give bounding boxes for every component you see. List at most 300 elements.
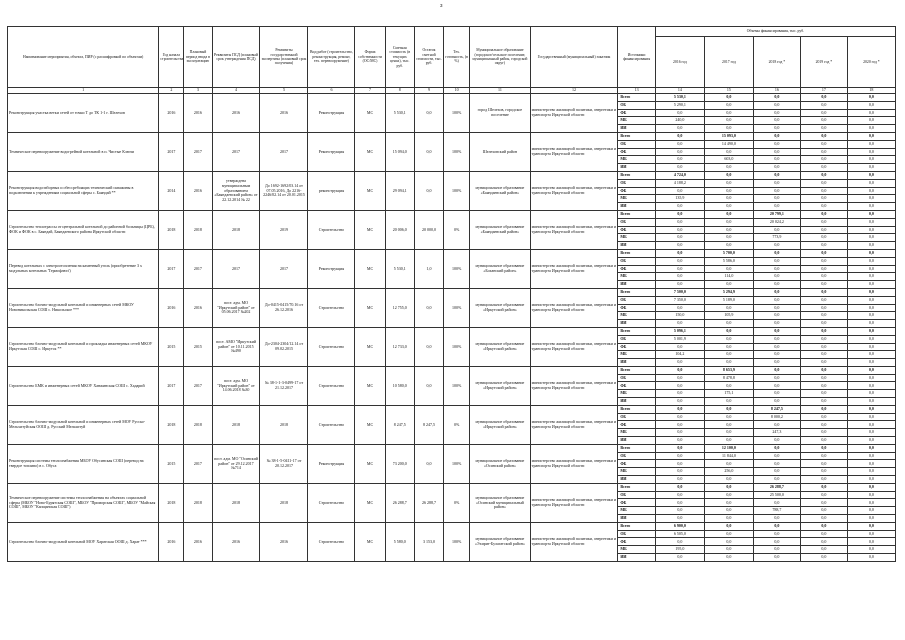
row-psd: 2016 [212,522,260,561]
funding-value: 0,0 [800,483,847,491]
funding-source-label: ИИ [618,242,656,250]
funding-value: 0,0 [753,437,800,445]
row-municipality: муниципальное образование «Баяндаевский район» [470,171,531,210]
funding-value: 0,0 [847,335,895,343]
funding-source-label: ОБ [618,140,656,148]
row-expertise: 2019 [260,210,308,249]
funding-value: 0,0 [847,179,895,187]
row-year-start: 2018 [159,483,184,522]
funding-value: 0,0 [847,117,895,125]
row-plan-period: 2015 [184,327,212,366]
row-cost: 26 288,7 [385,483,414,522]
row-name: Строительство блочно-модульной котельной и прокладка инженерных сетей МКОУ Иркутская СОШ с. Иркутск ** [8,327,159,366]
funding-value: 5 096,1 [655,327,704,335]
funding-value: 0,0 [753,226,800,234]
row-expertise: 2016 [260,522,308,561]
funding-value: 0,0 [800,546,847,554]
funding-value: 0,0 [847,522,895,530]
funding-value: 0,0 [847,249,895,257]
funding-value: 0,0 [753,242,800,250]
funding-value: 0,0 [753,187,800,195]
funding-value: 0,0 [753,343,800,351]
row-work-type: Реконструкция [308,444,355,483]
funding-value: 0,0 [800,507,847,515]
row-plan-period: 2016 [184,94,212,133]
funding-value: 0,0 [753,351,800,359]
funding-value: 7 350,0 [655,296,704,304]
row-name: Техническое перевооружение водогрейной котельной в п. Чистые Ключи [8,132,159,171]
funding-value: 0,0 [655,125,704,133]
funding-value: 0,0 [753,101,800,109]
funding-value: 0,0 [800,179,847,187]
funding-source-label: Всего [618,210,656,218]
funding-value: 0,0 [753,148,800,156]
funding-value: 0,0 [753,171,800,179]
funding-value: 0,0 [847,273,895,281]
row-cost: 5 580,0 [385,522,414,561]
funding-value: 0,0 [753,444,800,452]
funding-value: 0,0 [847,242,895,250]
funding-value: 0,0 [800,351,847,359]
funding-value: 0,0 [800,437,847,445]
row-name: Реконструкция системы теплоснабжения МБОУ Обусинская СОШ (перевод на твердое топливо) в с. Обуса [8,444,159,483]
funding-value: 0,0 [655,156,704,164]
column-number: 10 [444,88,470,94]
funding-value: 0,0 [704,530,753,538]
funding-source-label: ФБ [618,265,656,273]
row-readiness: 100% [444,94,470,133]
funding-value: 603,0 [704,156,753,164]
row-remaining: 20 000,0 [414,210,443,249]
funding-source-label: Всего [618,522,656,530]
funding-value: 11 844,0 [704,452,753,460]
funding-source-label: ИИ [618,437,656,445]
row-customer: министерство жилищной политики, энергетики и транспорта Иркутской области [530,483,618,522]
row-cost: 12 755,0 [385,288,414,327]
funding-value: 0,0 [655,343,704,351]
funding-value: 0,0 [704,343,753,351]
funding-value: 0,0 [753,554,800,562]
funding-value: 0,0 [847,491,895,499]
funding-source-label: ФБ [618,382,656,390]
funding-value: 0,0 [847,351,895,359]
row-municipality: муниципальное образование «Боханский район» [470,249,531,288]
funding-value: 0,0 [655,413,704,421]
funding-value: 0,0 [704,398,753,406]
row-ownership: МС [355,522,385,561]
row-name: Реконструкция участка ветки сетей от точки Т до ТК 1-1 г. Шелехов [8,94,159,133]
table-row [8,132,896,140]
funding-source-label: ОБ [618,101,656,109]
funding-value: 0,0 [753,460,800,468]
funding-value: 0,0 [847,366,895,374]
header-psd: Реквизиты ПСД (плановый срок утверждения ПСД) [212,27,260,88]
funding-value: 20 024,2 [753,218,800,226]
funding-value: 0,0 [847,507,895,515]
header-year-2018: 2018 год * [753,37,800,88]
row-readiness: 0% [444,405,470,444]
funding-value: 0,0 [847,468,895,476]
funding-value: 0,0 [753,538,800,546]
funding-value: 0,0 [753,249,800,257]
funding-value: 0,0 [655,226,704,234]
header-year-2017: 2017 год [704,37,753,88]
funding-source-label: ОБ [618,296,656,304]
funding-value: 0,0 [847,125,895,133]
funding-value: 0,0 [800,210,847,218]
funding-source-label: МБ [618,234,656,242]
funding-source-label: Всего [618,444,656,452]
funding-source-label: ОБ [618,491,656,499]
funding-value: 0,0 [753,546,800,554]
funding-value: 0,0 [800,444,847,452]
funding-value: 0,0 [704,476,753,484]
row-readiness: 100% [444,444,470,483]
funding-value: 5 189,0 [704,296,753,304]
funding-value: 0,0 [704,265,753,273]
funding-value: 0,0 [800,117,847,125]
funding-source-label: ИИ [618,281,656,289]
funding-value: 0,0 [655,148,704,156]
column-number: 6 [308,88,355,94]
funding-value: 0,0 [847,515,895,523]
funding-value: 0,0 [800,164,847,172]
funding-value: 0,0 [704,109,753,117]
funding-value: 0,0 [800,195,847,203]
row-municipality: муниципальное образование «Эхирит-Булагатский район» [470,522,531,561]
funding-value: 0,0 [800,405,847,413]
funding-value: 0,0 [704,554,753,562]
funding-source-label: Всего [618,327,656,335]
funding-value: 773,9 [753,234,800,242]
row-expertise: До-0415-0415/70.16 от 26.12.2016 [260,288,308,327]
funding-value: 15 093,0 [704,132,753,140]
funding-value: 7 500,0 [655,288,704,296]
funding-value: 8 247,5 [753,405,800,413]
funding-value: 0,0 [847,109,895,117]
row-municipality: Шелеховский район [470,132,531,171]
funding-value: 0,0 [655,429,704,437]
funding-source-label: ОБ [618,179,656,187]
row-psd: утверждена муниципальным образованием «Баяндаевский район» от 22.12.2014 № 22 [212,171,260,210]
column-number: 9 [414,88,443,94]
header-expertise: Реквизиты государственной экспертизы (плановый срок получения) [260,27,308,88]
row-expertise: 2017 [260,249,308,288]
funding-source-label: МБ [618,507,656,515]
row-psd: 2018 [212,405,260,444]
funding-source-label: Всего [618,483,656,491]
row-remaining: 0,0 [414,327,443,366]
row-cost: 10 580,0 [385,366,414,405]
funding-source-label: Всего [618,171,656,179]
funding-source-label: ОБ [618,257,656,265]
funding-value: 0,0 [800,187,847,195]
funding-value: 0,0 [655,242,704,250]
funding-value: 0,0 [847,195,895,203]
funding-value: 0,0 [847,320,895,328]
funding-value: 0,0 [655,460,704,468]
row-plan-period: 2017 [184,366,212,405]
row-municipality: муниципальное образование «Иркутский район» [470,366,531,405]
funding-value: 0,0 [655,421,704,429]
row-psd: 2018 [212,483,260,522]
funding-value: 0,0 [847,257,895,265]
funding-source-label: ИИ [618,164,656,172]
header-ownership: Форма собственности (ОС/МС) [355,27,385,88]
table-row [8,210,896,218]
funding-value: 0,0 [655,249,704,257]
column-number: 4 [212,88,260,94]
funding-value: 0,0 [800,499,847,507]
funding-value: 5 294,9 [704,288,753,296]
row-remaining: 8 247,5 [414,405,443,444]
column-number: 8 [385,88,414,94]
row-ownership: МС [355,94,385,133]
funding-source-label: Всего [618,405,656,413]
funding-source-label: Всего [618,132,656,140]
row-cost: 5 530,1 [385,94,414,133]
funding-value: 0,0 [800,382,847,390]
row-customer: министерство жилищной политики, энергетики и транспорта Иркутской области [530,288,618,327]
funding-value: 0,0 [800,288,847,296]
funding-value: 0,0 [753,203,800,211]
funding-value: 0,0 [800,366,847,374]
row-ownership: МС [355,132,385,171]
funding-source-label: ФБ [618,109,656,117]
row-ownership: МС [355,249,385,288]
funding-value: 0,0 [800,281,847,289]
funding-value: 0,0 [753,132,800,140]
header-estimated-cost: Сметная стоимость (в текущих ценах), тыс. руб. [385,27,414,88]
header-year-2020: 2020 год * [847,37,895,88]
header-readiness: Тех. готовность, (в %) [444,27,470,88]
row-readiness: 0% [444,210,470,249]
funding-value: 0,0 [753,530,800,538]
funding-value: 5 290,1 [655,101,704,109]
funding-value: 0,0 [800,226,847,234]
funding-value: 5 700,0 [704,249,753,257]
funding-value: 0,0 [753,195,800,203]
funding-value: 0,0 [704,546,753,554]
funding-value: 0,0 [800,374,847,382]
funding-source-label: ФБ [618,421,656,429]
row-expertise: 2016 [260,94,308,133]
funding-value: 0,0 [800,421,847,429]
header-funding-group: Объемы финансирования, тыс. руб. [655,27,895,37]
row-name: Строительство теплотрассы от центральной котельной до районной больницы (ЦРБ), ФОК и ФОК в с. Баяндай, Баяндаевского района Иркутской области [8,210,159,249]
row-expertise: 2017 [260,132,308,171]
funding-source-label: МБ [618,312,656,320]
funding-value: 0,0 [704,179,753,187]
funding-value: 0,0 [847,374,895,382]
row-remaining: 0,0 [414,366,443,405]
funding-source-label: МБ [618,195,656,203]
funding-value: 0,0 [800,101,847,109]
funding-value: 0,0 [800,304,847,312]
column-number: 2 [159,88,184,94]
funding-value: 0,0 [847,281,895,289]
table-row [8,522,896,530]
funding-value: 0,0 [655,281,704,289]
funding-value: 0,0 [753,281,800,289]
row-readiness: 100% [444,288,470,327]
row-customer: министерство жилищной политики, энергетики и транспорта Иркутской области [530,171,618,210]
funding-value: 0,0 [655,359,704,367]
row-work-type: Реконструкция [308,249,355,288]
funding-source-label: ФБ [618,538,656,546]
row-municipality: муниципальное образование «Осинский муниципальный район» [470,483,531,522]
row-cost: 20 006,0 [385,210,414,249]
funding-value: 0,0 [847,554,895,562]
funding-value: 0,0 [800,515,847,523]
funding-value: 0,0 [655,218,704,226]
funding-source-label: ИИ [618,476,656,484]
funding-value: 0,0 [753,140,800,148]
funding-source-label: ОБ [618,413,656,421]
funding-value: 0,0 [655,499,704,507]
funding-value: 0,0 [753,398,800,406]
funding-value: 0,0 [847,187,895,195]
funding-value: 256,0 [704,468,753,476]
funding-source-label: ОБ [618,452,656,460]
row-customer: министерство жилищной политики, энергетики и транспорта Иркутской области [530,405,618,444]
row-year-start: 2017 [159,249,184,288]
funding-value: 0,0 [655,164,704,172]
row-cost: 29 094,1 [385,171,414,210]
funding-value: 0,0 [704,94,753,102]
funding-value: 0,0 [800,109,847,117]
funding-value: 0,0 [753,515,800,523]
row-work-type: Строительство [308,288,355,327]
funding-value: 0,0 [753,273,800,281]
funding-value: 0,0 [847,234,895,242]
funding-value: 0,0 [655,234,704,242]
funding-source-label: МБ [618,156,656,164]
funding-value: 0,0 [753,312,800,320]
row-municipality: муниципальное образование «Иркутский район» [470,327,531,366]
funding-value: 0,0 [704,203,753,211]
row-plan-period: 2018 [184,483,212,522]
funding-value: 0,0 [753,125,800,133]
funding-value: 0,0 [800,257,847,265]
funding-value: 0,0 [800,468,847,476]
funding-value: 0,0 [655,257,704,265]
funding-value: 0,0 [704,413,753,421]
funding-source-label: ИИ [618,125,656,133]
funding-value: 135,9 [655,195,704,203]
row-customer: министерство жилищной политики, энергетики и транспорта Иркутской области [530,366,618,405]
funding-value: 0,0 [655,507,704,515]
funding-source-label: ФБ [618,148,656,156]
row-plan-period: 2017 [184,132,212,171]
header-year-start: Год начала строительства [159,27,184,88]
row-ownership: МС [355,405,385,444]
funding-value: 0,0 [704,218,753,226]
column-number: 7 [355,88,385,94]
row-name: Строительство БМК и инженерных сетей МКОУ Ханжинская СОШ с. Хадарий [8,366,159,405]
funding-value: 0,0 [753,304,800,312]
funding-value: 5 530,1 [655,94,704,102]
funding-value: 0,0 [753,288,800,296]
row-plan-period: 2016 [184,288,212,327]
table-body [8,94,896,562]
row-expertise: 2018 [260,405,308,444]
funding-value: 0,0 [800,554,847,562]
funding-value: 0,0 [753,109,800,117]
row-ownership: МС [355,327,385,366]
funding-value: 0,0 [753,156,800,164]
row-work-type: Строительство [308,327,355,366]
funding-value: 0,0 [655,491,704,499]
funding-value: 0,0 [847,538,895,546]
row-year-start: 2016 [159,94,184,133]
row-expertise: № 38-1-1-3-0499-17 от 21.12.2017 [260,366,308,405]
column-number: 17 [800,88,847,94]
funding-value: 0,0 [800,398,847,406]
funding-value: 105,9 [704,312,753,320]
funding-value: 0,0 [847,226,895,234]
row-municipality: муниципальное образование «Иркутский район» [470,405,531,444]
row-work-type: Строительство [308,483,355,522]
column-number: 12 [530,88,618,94]
funding-value: 0,0 [753,468,800,476]
funding-value: 0,0 [800,148,847,156]
funding-value: 0,0 [847,148,895,156]
funding-value: 0,0 [753,117,800,125]
funding-value: 0,0 [800,359,847,367]
column-number: 15 [704,88,753,94]
funding-value: 12 100,0 [704,444,753,452]
row-readiness: 0% [444,483,470,522]
funding-value: 8 478,8 [704,374,753,382]
funding-value: 114,0 [704,273,753,281]
row-cost: 15 094,0 [385,132,414,171]
row-customer: министерство жилищной политики, энергетики и транспорта Иркутской области [530,210,618,249]
row-ownership: МС [355,366,385,405]
funding-value: 0,0 [847,382,895,390]
funding-value: 0,0 [847,499,895,507]
funding-value: 0,0 [704,320,753,328]
funding-value: 0,0 [655,265,704,273]
funding-value: 0,0 [655,538,704,546]
funding-value: 8 653,9 [704,366,753,374]
funding-value: 0,0 [847,530,895,538]
funding-value: 0,0 [800,413,847,421]
funding-value: 0,0 [704,117,753,125]
funding-value: 0,0 [847,398,895,406]
funding-source-label: ОБ [618,374,656,382]
row-municipality: муниципальное образование «Иркутский район» [470,288,531,327]
funding-value: 0,0 [655,187,704,195]
funding-value: 0,0 [655,374,704,382]
funding-value: 0,0 [800,538,847,546]
funding-value: 5 586,0 [704,257,753,265]
funding-value: 0,0 [800,94,847,102]
funding-source-label: Всего [618,94,656,102]
row-plan-period: 2018 [184,405,212,444]
row-work-type: реконструкция [308,171,355,210]
row-cost: 5 530,1 [385,249,414,288]
funding-value: 0,0 [704,515,753,523]
funding-source-label: МБ [618,273,656,281]
funding-source-label: ИИ [618,359,656,367]
funding-value: 0,0 [704,101,753,109]
row-year-start: 2014 [159,171,184,210]
row-customer: министерство жилищной политики, энергетики и транспорта Иркутской области [530,444,618,483]
row-work-type: Реконструкция [308,94,355,133]
funding-value: 0,0 [704,437,753,445]
funding-value: 0,0 [800,522,847,530]
